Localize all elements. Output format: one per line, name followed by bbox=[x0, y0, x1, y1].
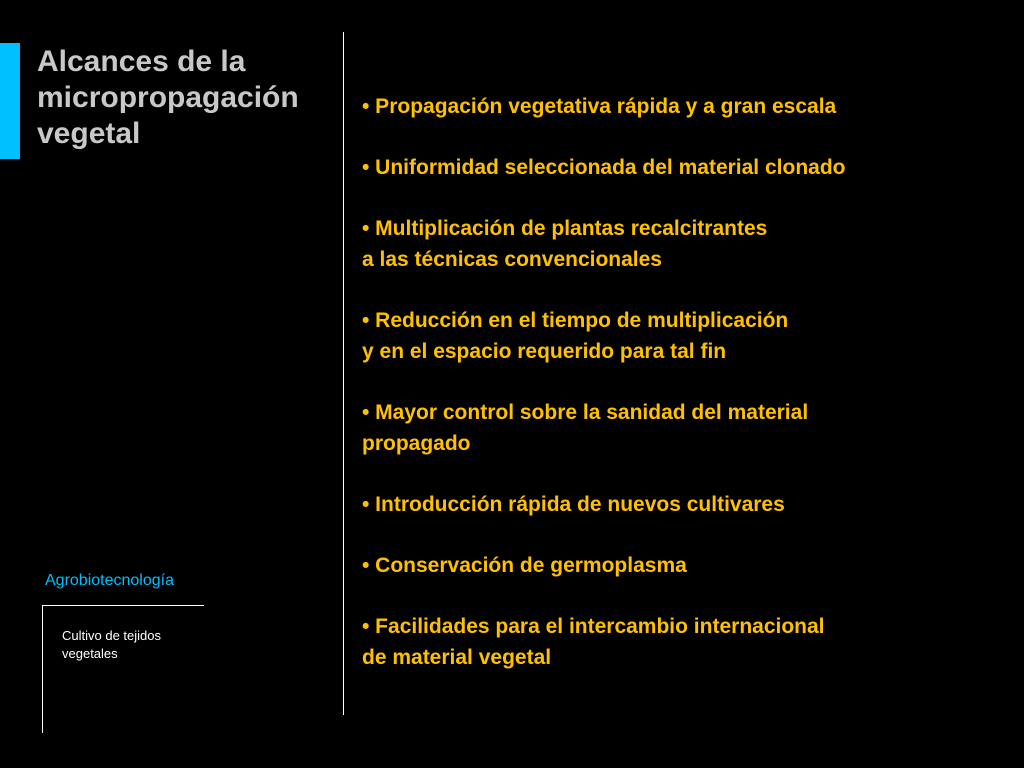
bullet-item bbox=[362, 213, 1002, 275]
title-accent-bar bbox=[0, 43, 20, 159]
bullet-line: • Facilidades para el intercambio internacional bbox=[362, 615, 825, 638]
title-line: vegetal bbox=[37, 117, 141, 150]
bullet-list bbox=[362, 91, 1002, 703]
bullet-item bbox=[362, 611, 1002, 673]
footer-subtitle bbox=[62, 627, 202, 663]
slide-title bbox=[37, 44, 342, 152]
bullet-line: y en el espacio requerido para tal fin bbox=[362, 340, 727, 363]
footer-vertical-rule bbox=[42, 605, 43, 733]
bullet-line: a las técnicas convencionales bbox=[362, 248, 662, 271]
bullet-item bbox=[362, 305, 1002, 367]
title-line: Alcances de la bbox=[37, 45, 246, 78]
vertical-divider bbox=[343, 32, 344, 715]
footer-label: Agrobiotecnología bbox=[45, 572, 174, 589]
bullet-item bbox=[362, 152, 1002, 183]
bullet-line: • Propagación vegetativa rápida y a gran escala bbox=[362, 95, 837, 118]
footer-subtitle-line: vegetales bbox=[62, 646, 118, 661]
footer-subtitle-line: Cultivo de tejidos bbox=[62, 628, 161, 643]
footer-horizontal-rule bbox=[42, 605, 204, 606]
bullet-item bbox=[362, 489, 1002, 520]
bullet-line: • Multiplicación de plantas recalcitrantes bbox=[362, 217, 768, 240]
bullet-line: • Reducción en el tiempo de multiplicación bbox=[362, 309, 789, 332]
bullet-item bbox=[362, 397, 1002, 459]
bullet-item bbox=[362, 550, 1002, 581]
bullet-line: de material vegetal bbox=[362, 646, 552, 669]
bullet-line: • Uniformidad seleccionada del material clonado bbox=[362, 156, 846, 179]
bullet-line: • Mayor control sobre la sanidad del material bbox=[362, 401, 809, 424]
title-line: micropropagación bbox=[37, 81, 299, 114]
bullet-line: propagado bbox=[362, 432, 471, 455]
bullet-item bbox=[362, 91, 1002, 122]
bullet-line: • Conservación de germoplasma bbox=[362, 554, 687, 577]
bullet-line: • Introducción rápida de nuevos cultivares bbox=[362, 493, 785, 516]
